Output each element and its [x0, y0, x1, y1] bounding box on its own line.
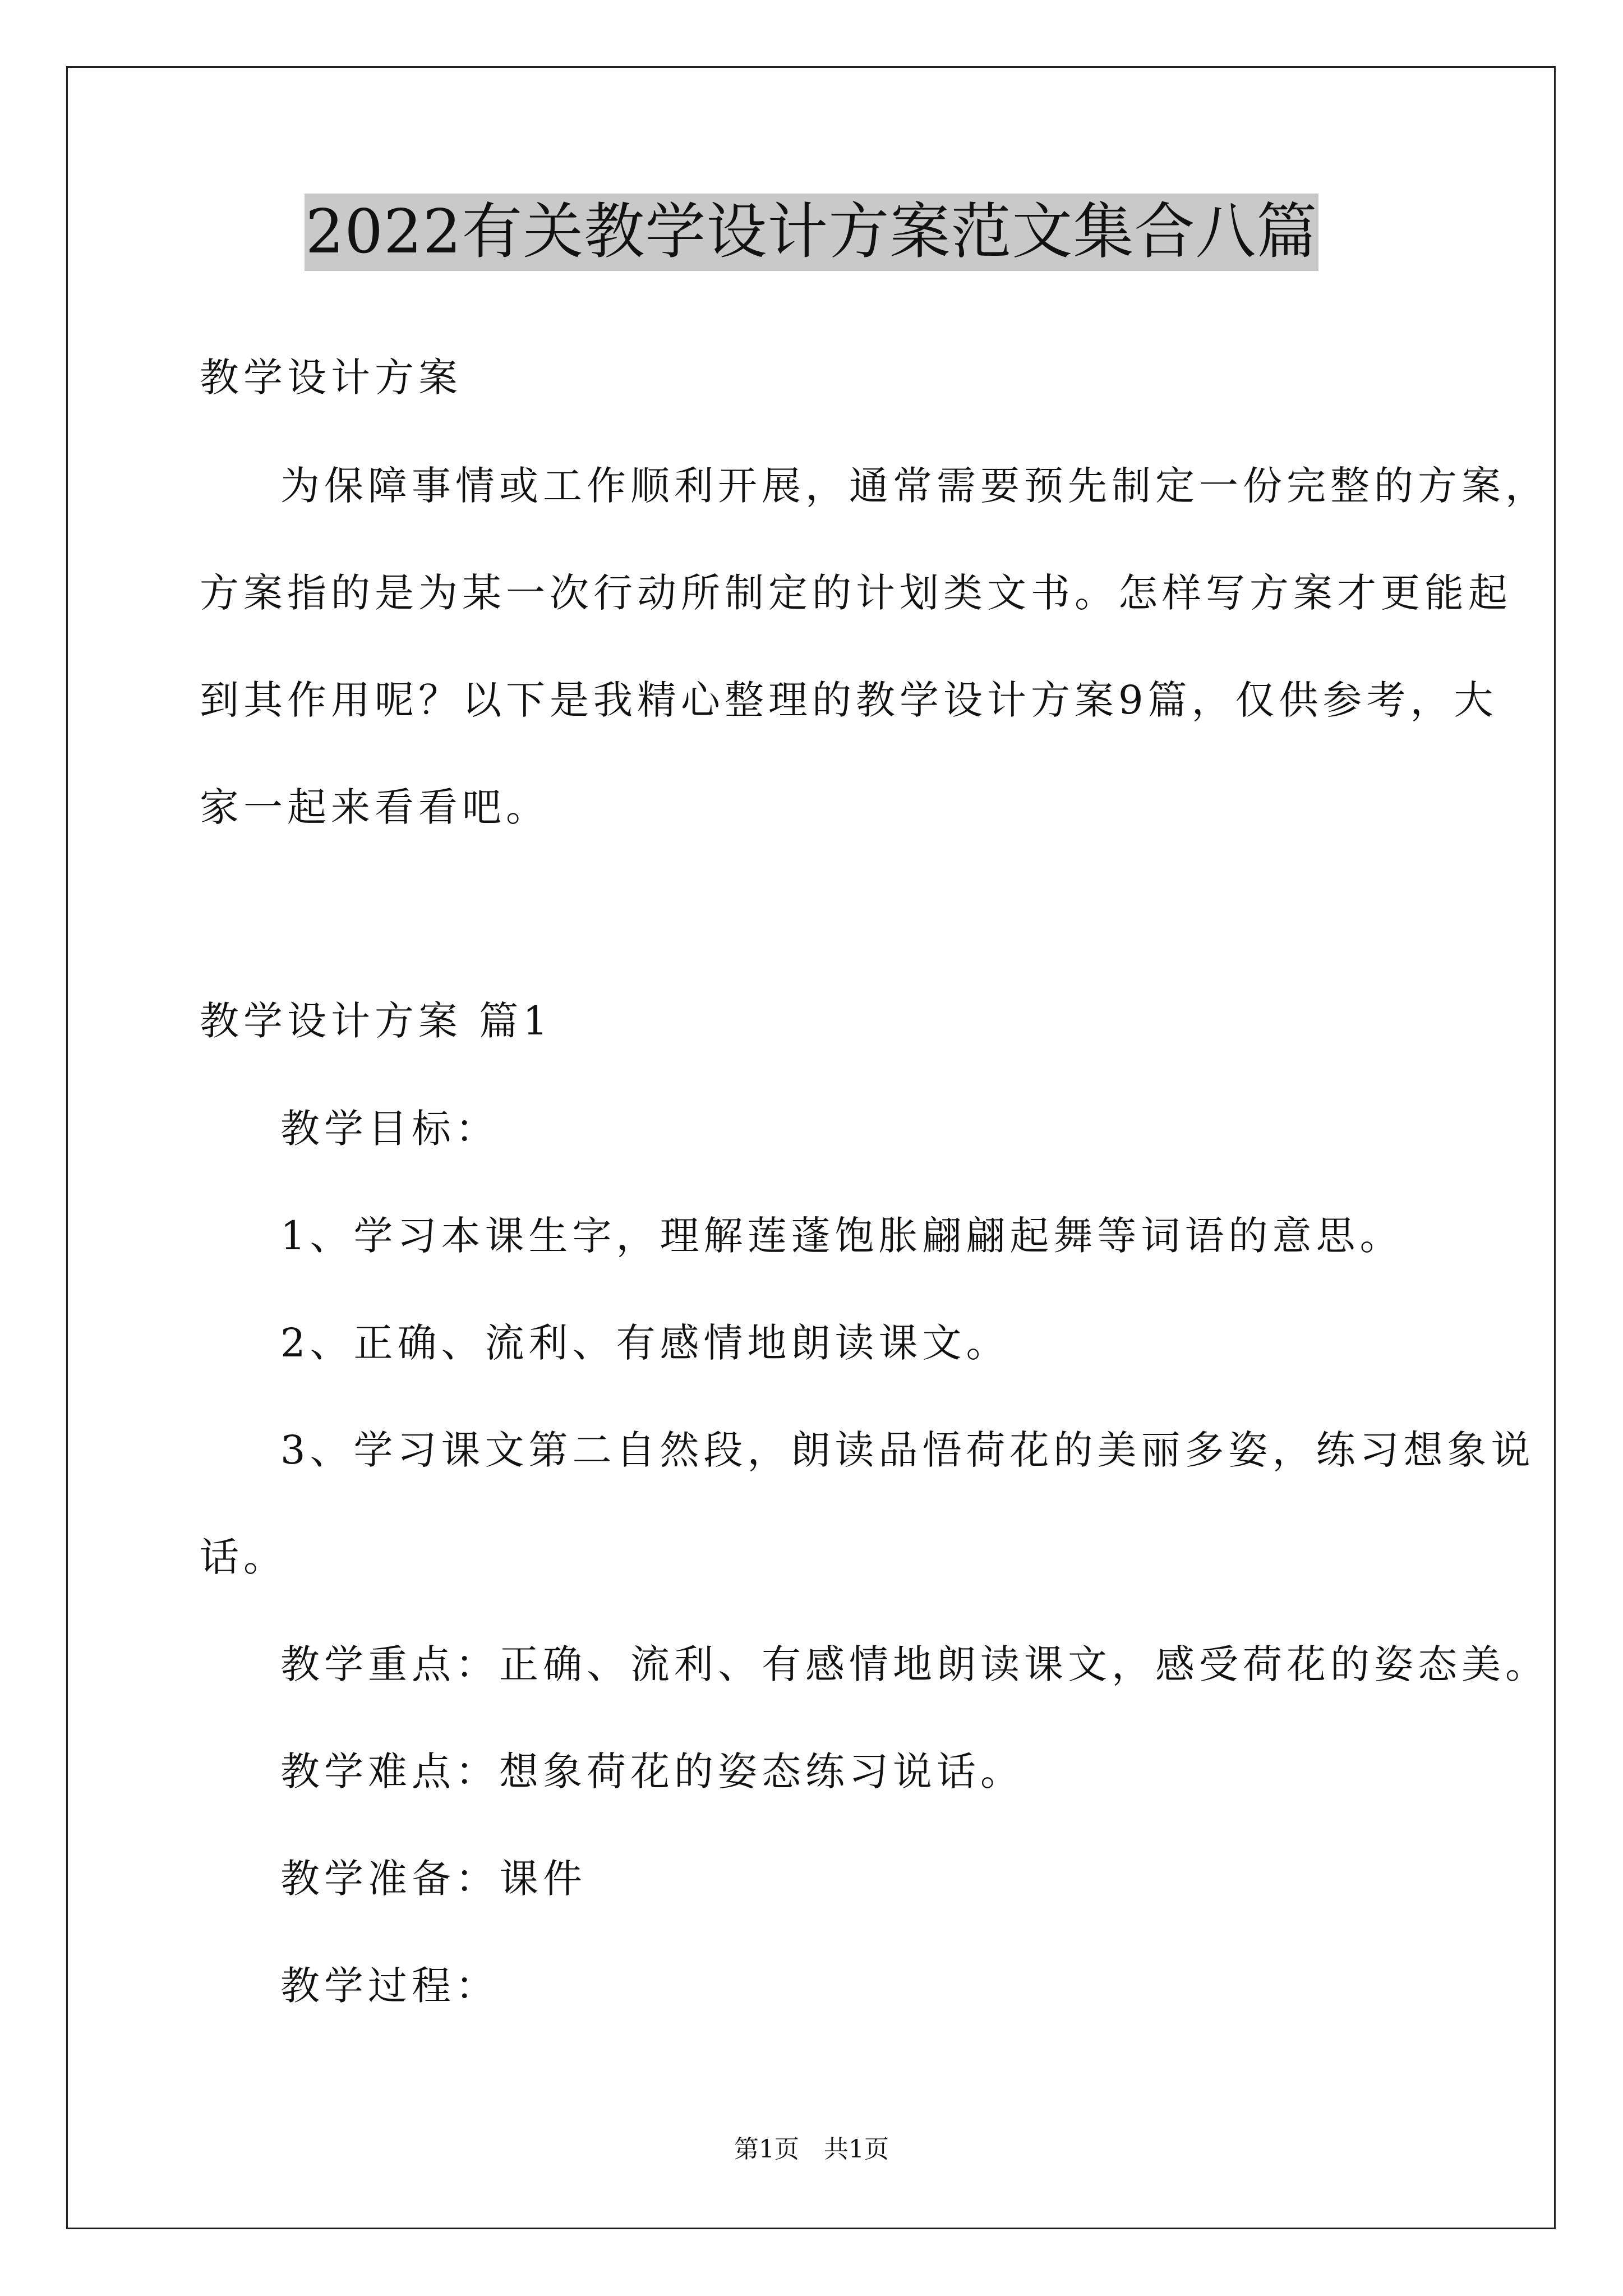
body-line-process: 教学过程： [280, 1963, 499, 2009]
document-title: 2022有关教学设计方案范文集合八篇 [305, 194, 1319, 271]
part-heading: 教学设计方案 篇1 [200, 998, 552, 1044]
body-line-objective-1: 1、学习本课生字，理解莲蓬饱胀翩翩起舞等词语的意思。 [280, 1213, 1404, 1259]
body-line-difficulties: 教学难点：想象荷花的姿态练习说话。 [280, 1749, 1024, 1795]
intro-line-1: 为保障事情或工作顺利开展，通常需要预先制定一份完整的方案， [280, 463, 1549, 509]
title-container [0, 194, 1623, 271]
intro-line-2: 方案指的是为某一次行动所制定的计划类文书。怎样写方案才更能起 [200, 570, 1512, 616]
body-line-objective-3: 3、学习课文第二自然段，朗读品悟荷花的美丽多姿，练习想象说 [280, 1427, 1535, 1473]
body-line-key-points: 教学重点：正确、流利、有感情地朗读课文，感受荷花的姿态美。 [280, 1641, 1549, 1687]
intro-line-3: 到其作用呢？以下是我精心整理的教学设计方案9篇，仅供参考，大 [200, 677, 1498, 723]
body-line-objective-2: 2、正确、流利、有感情地朗读课文。 [280, 1320, 1010, 1366]
body-line-objectives: 教学目标： [280, 1106, 499, 1152]
page-footer: 第1页 共1页 [734, 2135, 889, 2164]
section-heading: 教学设计方案 [200, 355, 462, 401]
body-line-objective-3-cont: 话。 [200, 1534, 287, 1580]
intro-line-4: 家一起来看看吧。 [200, 784, 550, 830]
body-line-preparation: 教学准备：课件 [280, 1856, 587, 1902]
